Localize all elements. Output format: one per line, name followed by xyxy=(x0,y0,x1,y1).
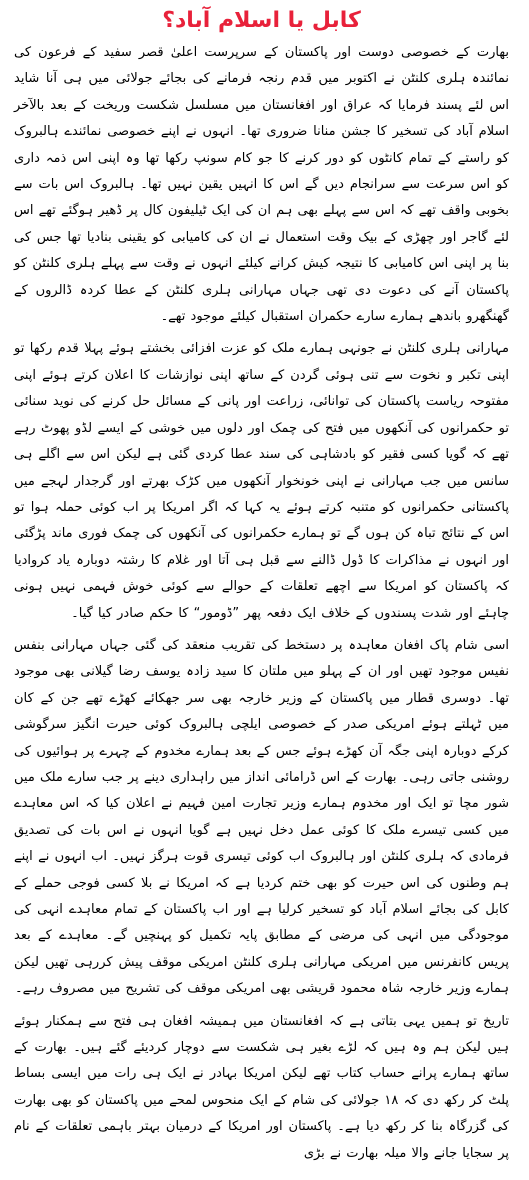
article-paragraph-3: اسی شام پاک افغان معاہدہ پر دستخط کی تقریب منعقد کی گئی جہاں مہارانی بنفس نفیس موجود تھیں اور ان کے پہلو میں ملتان کا سید زادہ یوسف رضا گیلانی بھی موجود تھا۔ دوسری قطار میں پاکستان کے وزیر خارجہ بھی سر جھکائے کھڑے تھے جن کے کان میں ٹہلتے ہوئے امریکی صدر کے خصوصی ایلچی ہالبروک کوئی حیرت انگیز سرگوشی کرکے دوبارہ اپنی جگہ آن کھڑے ہوئے جس کے بعد ہمارے مخدوم کے چہرے پر ہوائیوں کی روشنی جاتی رہی۔ بھارت کے اس ڈرامائی انداز میں راہداری دینے پر جب سارے ملک میں شور مچا تو ایک اور مخدوم ہمارے وزیر تجارت امین فہیم نے اعلان کیا کہ اس معاہدے میں کسی تیسرے ملک کا کوئی عمل دخل نہیں ہے گویا انہوں نے اس بات کی تصدیق فرمادی کہ ہلری کلنٹن اور ہالبروک اب کوئی تیسری قوت ہرگز نہیں۔ اب انہوں نے اپنے ہم وطنوں کی اس حیرت کو بھی ختم کردیا ہے کہ امریکا نے بلا کسی فوجی حملے کے کابل کی بجائے اسلام آباد کو تسخیر کرلیا ہے اور اب پاکستان کے تمام معاہدے انہی کی موجودگی میں انہی کی مرضی کے مطابق پایہ تکمیل کو پہنچیں گے۔ معاہدے کے بعد پریس کانفرنس میں امریکی مہارانی ہلری کلنٹن امریکی موقف پیش کررہی تھیں لیکن ہمارے وزیر خارجہ شاہ محمود قریشی بھی امریکی موقف کی تشریح میں مصروف رہے۔ xyxy=(14,637,509,997)
article xyxy=(14,6,509,1167)
article-paragraph-2: مہارانی ہلری کلنٹن نے جونہی ہمارے ملک کو عزت افزائی بخشتے ہوئے پہلا قدم رکھا تو اپنی تکبر و نخوت سے تنی ہوئی گردن کے ساتھ اپنی نوازشات کا اعلان کرتے ہوئے اپنی مفتوحہ ریاست پاکستان کی توانائی، زراعت اور پانی کے مسائل حل کرنے کی نوید سنائی تو حکمرانوں کی آنکھوں میں فتح کی چمک اور دلوں میں خوشی کے ایسے لڈو پھوٹ رہے تھے کہ گویا کسی فقیر کو بادشاہی کی سند عطا کردی گئی ہے لیکن اس سے اگلے ہی سانس میں جب مہارانی نے اپنی خونخوار آنکھوں میں کڑک بھرتے اور گرجدار لہجے میں پاکستانی حکمرانوں کو متنبہ کرتے ہوئے یہ کہا کہ اگر امریکا پر اب کوئی حملہ ہوا تو اس کے نتائج تباہ کن ہوں گے تو ہمارے حکمرانوں کی آنکھوں کی چمک فوری ماند پڑگئی اور انہوں نے مذاکرات کا ڈول ڈالنے سے قبل ہی آتا اور غلام کا رشتہ دوبارہ یاد کروادیا کہ پاکستان کو امریکا سے اچھے تعلقات کے حوالے سے کوئی خوش فہمی نہیں ہونی چاہئے اور شدت پسندوں کے خلاف ایک دفعہ پھر ”ڈومور“ کا حکم صادر کیا گیا۔ xyxy=(14,341,509,621)
article-title: کابل یا اسلام آباد؟ xyxy=(162,8,361,33)
article-paragraph-1: بھارت کے خصوصی دوست اور پاکستان کے سرپرست اعلیٰ قصر سفید کے فرعون کی نمائندہ ہلری کلنٹن نے اکتوبر میں قدم رنجہ فرمانے کی بجائے جولائی میں ہی آنا شاید اس لئے پسند فرمایا کہ عراق اور افغانستان میں مسلسل شکست وریخت کے بعد بالآخر اسلام آباد کی تسخیر کا جشن منانا ضروری تھا۔ انہوں نے اپنے خصوصی نمائندے ہالبروک کو راستے کے تمام کانٹوں کو دور کرنے کا جو کام سونپ رکھا تھا وہ اپنی اس ذمہ داری کو اس سرعت سے سرانجام دیں گے اس کا انہیں یقین نہیں تھا۔ ہالبروک اس بات سے بخوبی واقف تھے کہ اس سے پہلے بھی ہم ان کی ایک ٹیلیفون کال پر ڈھیر ہوگئے تھے اس لئے گاجر اور چھڑی کے بیک وقت استعمال نے ان کی کامیابی کو یقینی بنادیا تھا جس کی بنا پر اپنی اس کامیابی کا نتیجہ کیش کرانے کیلئے انہوں نے وقت سے پہلے ہلری کلنٹن کو پاکستان آنے کی دعوت دی تھی جہاں مہارانی ہلری کلنٹن کے عطا کردہ ڈالروں کے گھنگھرو باندھے ہمارے سارے حکمران استقبال کیلئے موجود تھے۔ xyxy=(14,45,509,325)
article-paragraph-4: تاریخ تو ہمیں یہی بتاتی ہے کہ افغانستان میں ہمیشہ افغان ہی فتح سے ہمکنار ہوئے ہیں لیکن ہم وہ ہیں کہ لڑے بغیر ہی شکست سے دوچار کردیئے گئے ہیں۔ بھارت کے ساتھ ہمارے پرانے حساب کتاب تھے لیکن امریکا بہادر نے ایک ہی رات میں ایسی بساط پلٹ کر رکھ دی کہ ۱۸ جولائی کی شام کے ایک منحوس لمحے میں پاکستان کو بھی بھارت کی گزرگاہ بنا کر رکھ دیا ہے۔ پاکستان اور امریکا کے درمیان بہتر باہمی تعلقات کے نام پر سجایا جانے والا میلہ بھارت نے بڑی xyxy=(14,1013,510,1161)
